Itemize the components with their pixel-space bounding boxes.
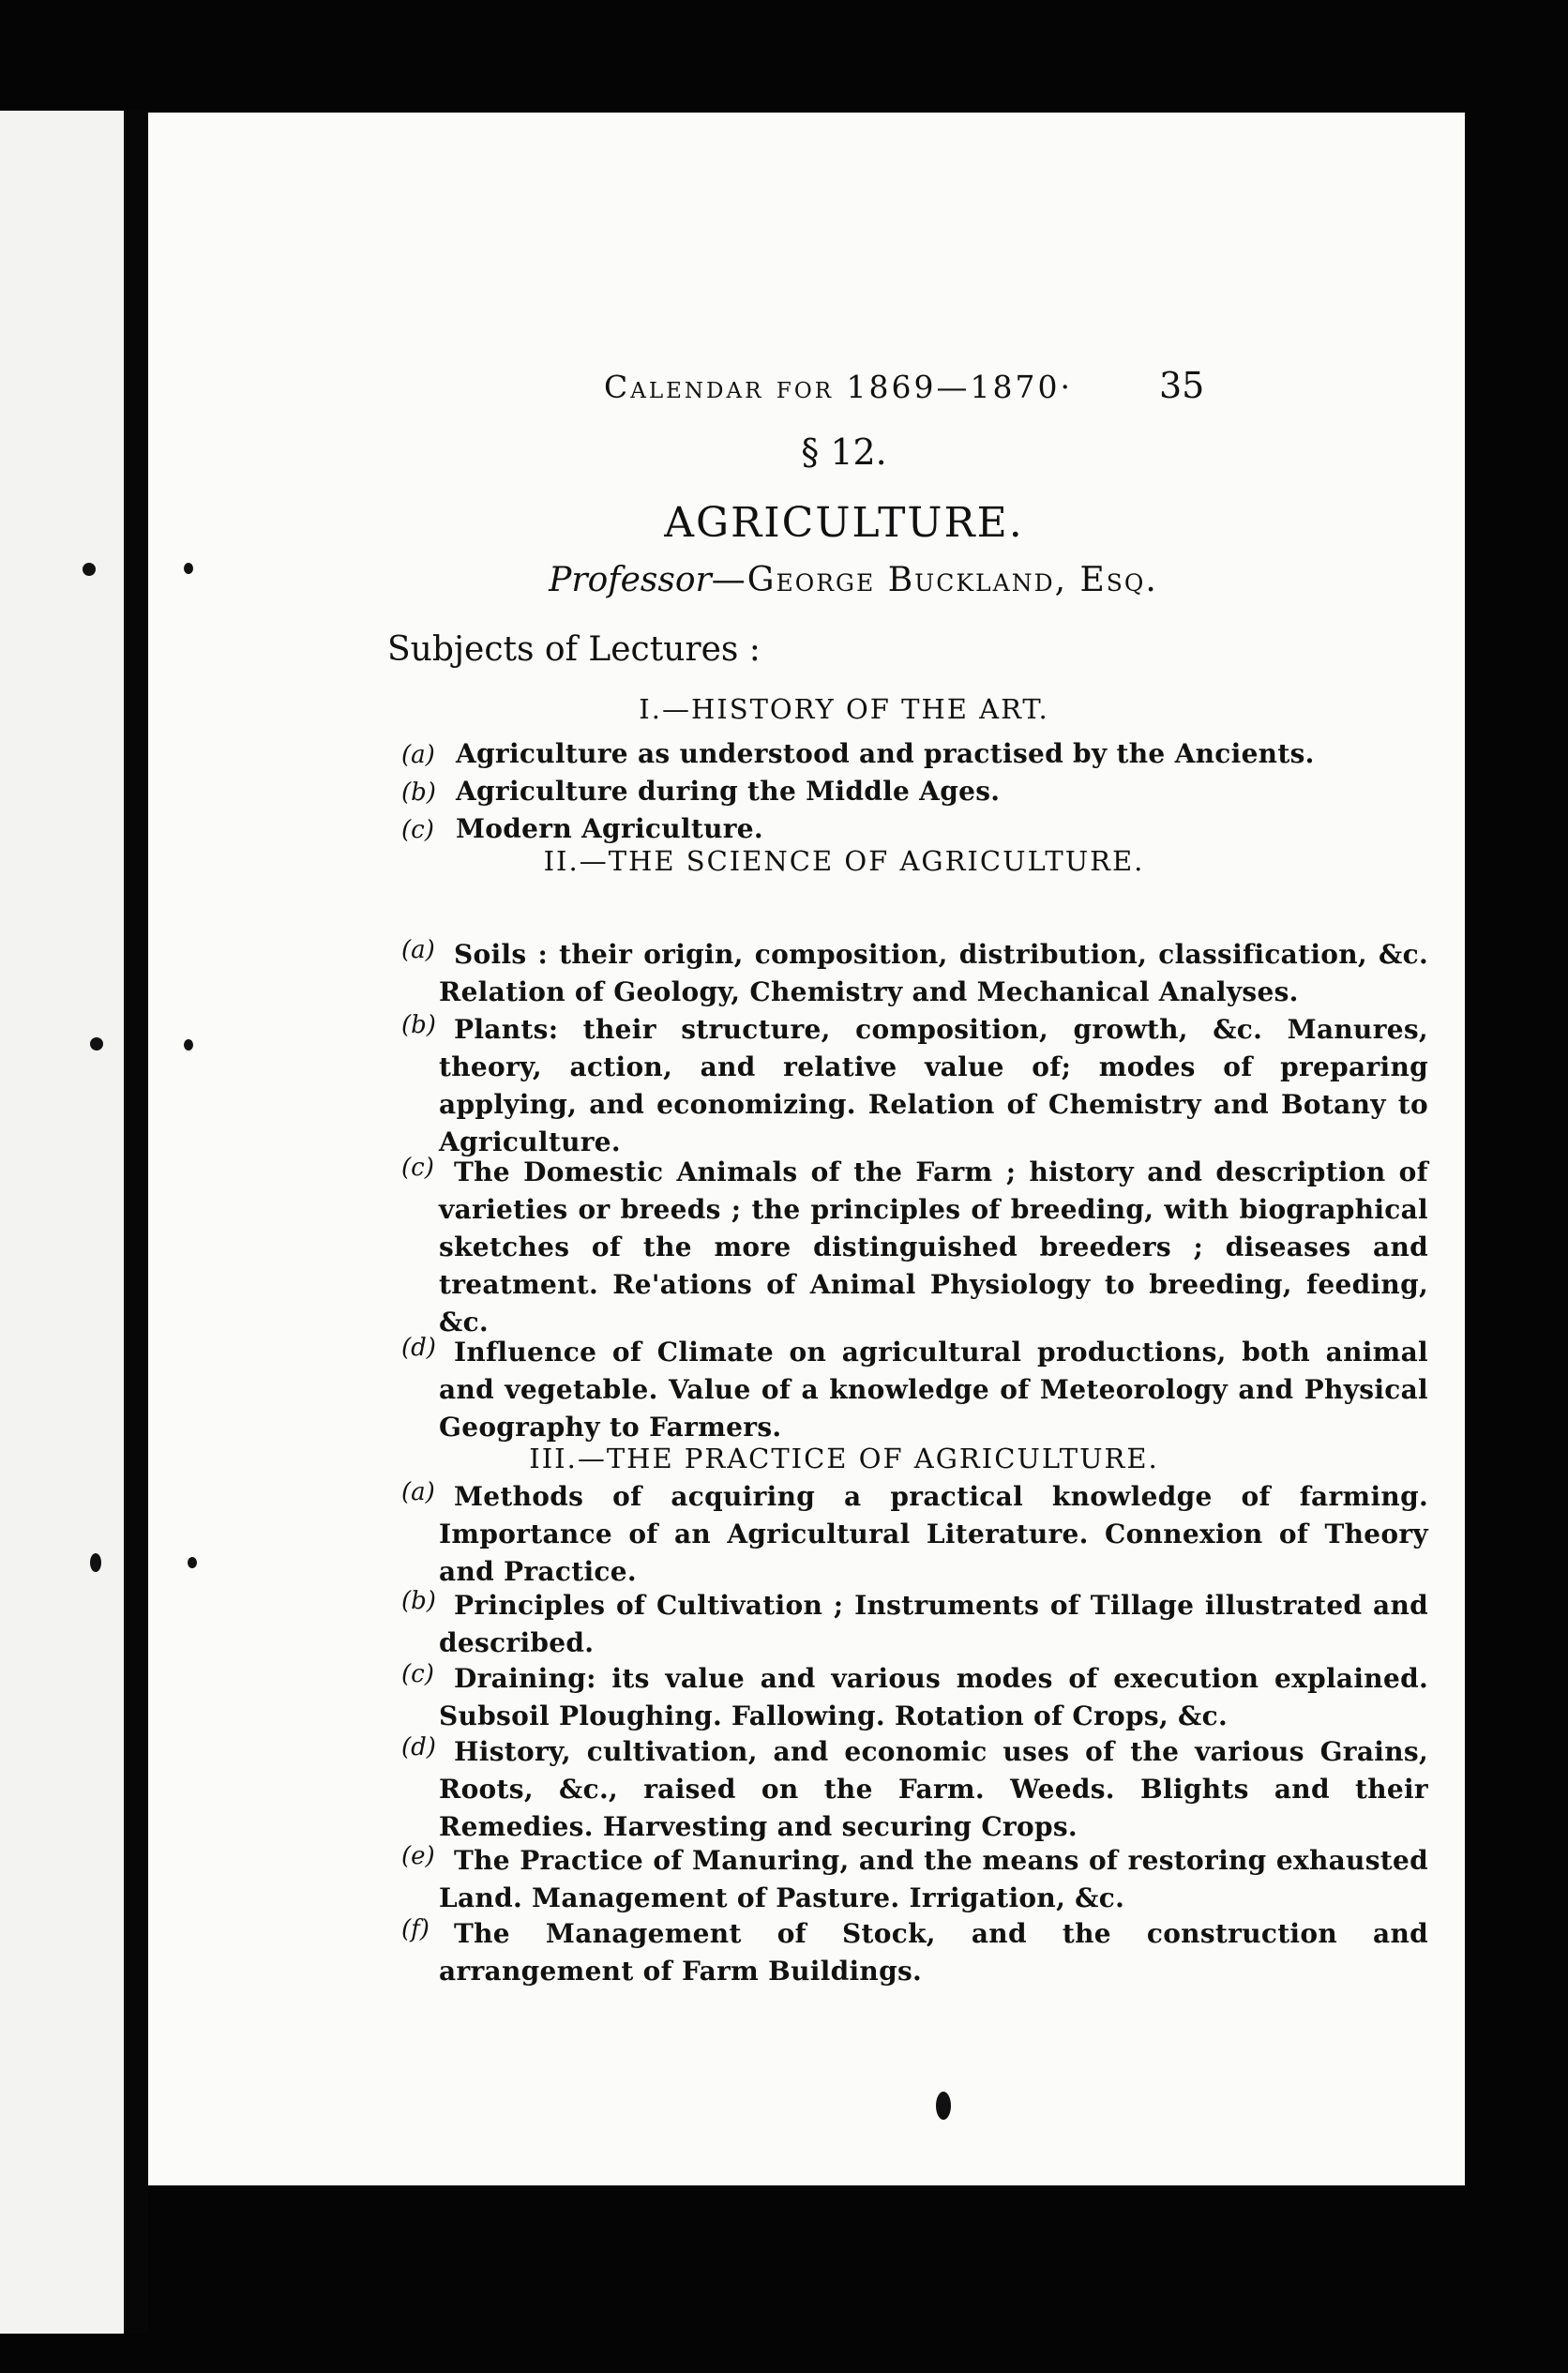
item-marker: (c) [401,1660,434,1688]
item-marker: (f) [401,1915,430,1943]
list-item [401,1334,1428,1446]
part-heading-science: II.—THE SCIENCE OF AGRICULTURE. [543,845,1145,877]
section-number: § 12. [801,431,887,473]
ink-speck [90,1037,103,1050]
part-heading-practice: III.—THE PRACTICE OF AGRICULTURE. [529,1443,1159,1474]
item-marker: (d) [401,1334,436,1362]
facing-page-edge [0,111,124,2334]
list-item [401,1478,1428,1591]
item-text: Influence of Climate on agricultural productions, both animal and vegetable. Value of a knowledge of Meteorology and Physical Geography to Farmers. [439,1337,1428,1443]
professor-name: —George Buckland, Esq. [711,561,1158,599]
item-text: Soils : their origin, composition, distribution, classification, &c. Relation of Geology, Chemistry and Mechanical Analyses. [439,939,1428,1007]
professor-label: Professor [549,561,712,599]
item-text: Agriculture during the Middle Ages. [456,776,1001,807]
item-text: The Management of Stock, and the construction and arrangement of Farm Buildings. [439,1918,1428,1987]
running-header [148,361,1465,417]
item-marker: (a) [401,936,435,964]
page-title: AGRICULTURE. [664,499,1024,547]
list-item [401,1842,1428,1917]
item-marker: (b) [401,1011,436,1039]
ink-speck [90,1553,101,1572]
book-gutter [124,111,148,2334]
item-marker: (c) [401,816,434,844]
item-marker: (e) [401,1842,435,1870]
part-heading-history: I.—HISTORY OF THE ART. [639,693,1049,725]
item-text: History, cultivation, and economic uses of the various Grains, Roots, &c., raised on the Farm. Weeds. Blights and their Remedies. Harvesting and securing Crops. [439,1736,1428,1842]
item-text: The Domestic Animals of the Farm ; history and description of varieties or breeds ; the principles of breeding, with biographical sketches of the more distinguished breeders ; diseases and treatment. Re'ations of Animal Physiology to breeding, feeding, &c. [439,1156,1428,1338]
item-marker: (a) [401,741,435,769]
running-head-text: Calendar for 1869—1870· [604,369,1073,405]
item-text: Agriculture as understood and practised by the Ancients. [456,738,1315,769]
item-marker: (c) [401,1154,434,1182]
item-text: The Practice of Manuring, and the means of restoring exhausted Land. Management of Pasture. Irrigation, &c. [439,1845,1428,1913]
list-item [401,1011,1428,1161]
list-item [401,810,1428,848]
item-marker: (b) [401,778,436,807]
subjects-label: Subjects of Lectures : [387,630,761,669]
item-text: Draining: its value and various modes of execution explained. Subsoil Ploughing. Fallowing. Rotation of Crops, &c. [439,1663,1428,1731]
list-item [401,936,1428,1011]
list-item [401,1587,1428,1662]
item-marker: (d) [401,1733,436,1761]
item-text: Methods of acquiring a practical knowledge of farming. Importance of an Agricultural Literature. Connexion of Theory and Practice. [439,1481,1428,1587]
ink-speck [184,1039,193,1050]
ink-speck [188,1557,197,1568]
item-marker: (b) [401,1587,436,1615]
ink-speck [83,563,96,576]
book-page [148,113,1465,2185]
ink-blot [936,2092,951,2120]
page-number: 35 [1159,365,1205,406]
ink-speck [184,563,193,574]
professor-line [148,561,1465,599]
list-item [401,1733,1428,1846]
page-bottom-margin [148,2185,1465,2373]
list-item [401,1915,1428,1990]
list-item [401,773,1428,810]
item-marker: (a) [401,1478,435,1506]
list-item [401,735,1428,773]
list-item [401,1660,1428,1735]
item-text: Plants: their structure, composition, growth, &c. Manures, theory, action, and relative value of; modes of preparing applying, and economizing. Relation of Chemistry and Botany to Agriculture. [439,1014,1428,1157]
item-text: Principles of Cultivation ; Instruments of Tillage illustrated and described. [439,1590,1428,1658]
list-item [401,1154,1428,1341]
item-text: Modern Agriculture. [456,813,763,844]
